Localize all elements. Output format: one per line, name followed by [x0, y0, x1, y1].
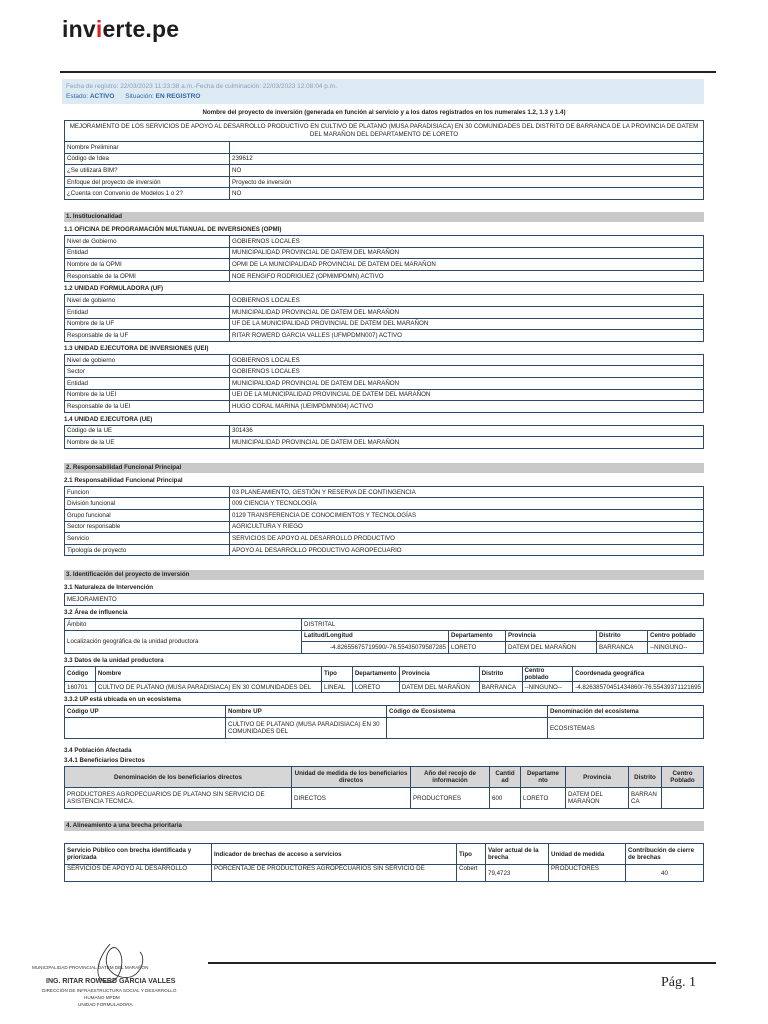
project-field-value: Proyecto de inversión — [230, 176, 704, 188]
uf-field-label: Nombre de la UF — [65, 318, 230, 330]
resp-field-row — [65, 498, 704, 510]
ben-h-qty: Cantid ad — [490, 767, 521, 788]
up-title: 3.3 Datos de la unidad productora — [64, 656, 164, 664]
header-rule — [60, 71, 716, 73]
estado-value: ACTIVO — [89, 92, 115, 100]
uf-field-value: MUNICIPALIDAD PROVINCIAL DE DATEM DEL MARAÑON — [230, 306, 704, 318]
project-field-value: 239612 — [230, 153, 704, 165]
resp-field-value: 03 PLANEAMIENTO, GESTIÓN Y RESERVA DE CONTINGENCIA — [230, 486, 704, 498]
brecha-h-contrib: Contribución de cierre de brechas — [626, 844, 704, 865]
uf-field-row — [65, 306, 704, 318]
up-h-prov: Provincia — [399, 666, 479, 681]
ben-cell-2: PRODUCTORES — [411, 788, 490, 809]
project-table — [64, 120, 704, 200]
opmi-field-label: Entidad — [65, 247, 230, 259]
resp-field-label: Funcion — [65, 486, 230, 498]
official-stamp — [28, 938, 188, 1018]
resp-field-label: División funcional — [65, 498, 230, 510]
uf-field-label: Nivel de gobierno — [65, 295, 230, 307]
ben-cell-6: BARRAN CA — [629, 788, 662, 809]
project-name: MEJORAMIENTO DE LOS SERVICIOS DE APOYO AL DESARROLLO PRODUCTIVO EN CULTIVO DE PLATANO (MUSA PARADISIACA) EN 30 COMUNIDADES DEL DISTRITO DE BARRANCA DE LA PROVINCIA DE DATEM DEL MARAÑON DEL DEPARTAMENTO DE LORETO — [65, 121, 704, 142]
resp-field-row — [65, 486, 704, 498]
opmi-field-row — [65, 270, 704, 282]
brecha-indicator: PORCENTAJE DE PRODUCTORES AGROPECUARIOS SIN SERVICIO DE — [212, 865, 457, 882]
project-field-label: Nombre Preliminar — [65, 142, 230, 154]
up-cell-3: LORETO — [352, 681, 399, 693]
loc-dist: BARRANCA — [597, 642, 648, 654]
eco-denom: ECOSISTEMAS — [548, 718, 704, 739]
uei-field-value: GOBIERNOS LOCALES — [230, 366, 704, 378]
ben-h-prov: Provincia — [566, 767, 629, 788]
brecha-h-service: Servicio Público con brecha identificada y priorizada — [65, 844, 212, 865]
ben-cell-1: DIRECTOS — [292, 788, 411, 809]
loc-h-dep: Departamento — [449, 630, 506, 642]
registry-dates: Fecha de registro: 22/03/2023 11:23:38 a.m.-Fecha de culminación: 22/03/2023 12:08:04 p.m. — [66, 83, 337, 90]
uf-field-value: UF DE LA MUNICIPALIDAD PROVINCIAL DE DATEM DEL MARAÑON — [230, 318, 704, 330]
uei-field-value: HUGO CORAL MARINA (UEIMPDMN004) ACTIVO — [230, 401, 704, 413]
up-h-code: Código — [65, 666, 96, 681]
up-cell-1: CULTIVO DE PLATANO (MUSA PARADISIACA) EN 30 COMUNIDADES DEL — [95, 681, 321, 693]
ben-cell-4: LORETO — [521, 788, 566, 809]
brecha-h-value: Valor actual de la brecha — [486, 844, 549, 865]
opmi-field-value: GOBIERNOS LOCALES — [230, 235, 704, 247]
eco-h-denom: Denominación del ecosistema — [548, 706, 704, 718]
ben-cell-7 — [662, 788, 704, 809]
estado-label: Estado: — [66, 92, 89, 100]
opmi-table — [64, 235, 704, 282]
up-cell-2: LINEAL — [321, 681, 352, 693]
brecha-h-indicator: Indicador de brechas de acceso a servicios — [212, 844, 457, 865]
uf-field-value: GOBIERNOS LOCALES — [230, 295, 704, 307]
ben-cell-5: DATEM DEL MARAÑON — [566, 788, 629, 809]
ue-field-value: 301436 — [230, 425, 704, 437]
loc-h-prov: Provincia — [506, 630, 597, 642]
loc-cp: --NINGUNO-- — [648, 642, 704, 654]
stamp-line-4: HUMANO MPDM — [84, 995, 120, 1000]
project-field-label: ¿Se utilizará BIM? — [65, 165, 230, 177]
opmi-field-label: Responsable de la OPMI — [65, 270, 230, 282]
nat-title: 3.1 Naturaleza de Intervención — [64, 584, 154, 592]
project-field-value: NO — [230, 165, 704, 177]
uf-field-value: RITAR ROWERD GARCIA VALLES (UFMPDMN007) ACTIVO — [230, 330, 704, 342]
project-field-label: Enfoque del proyecto de inversión — [65, 176, 230, 188]
stamp-line-2: ING. RITAR ROWERD GARCIA VALLES — [46, 978, 176, 985]
situacion-value: EN REGISTRO — [155, 92, 201, 100]
project-field-row — [65, 176, 704, 188]
up-cell-5: BARRANCA — [479, 681, 522, 693]
resp-field-value: APOYO AL DESARROLLO PRODUCTIVO AGROPECUARIO — [230, 544, 704, 556]
resp-field-value: AGRICULTURA Y RIEGO — [230, 521, 704, 533]
ben-h-year: Año del recojo de información — [411, 767, 490, 788]
up-h-coord: Coordenada geográfica — [573, 666, 704, 681]
opmi-field-label: Nombre de la OPMI — [65, 259, 230, 271]
project-caption: Nombre del proyecto de inversión (generada en función al servicio y a los datos registrados en los numerales 1.2, 1.3 y 1.4) — [202, 109, 566, 116]
up-h-name: Nombre — [95, 666, 321, 681]
uei-field-value: GOBIERNOS LOCALES — [230, 354, 704, 366]
resp-field-value: 009 CIENCIA Y TECNOLOGÍA — [230, 498, 704, 510]
brecha-type: Cobert — [457, 865, 486, 882]
loc-h-cp: Centro poblado — [648, 630, 704, 642]
ambito-value: DISTRITAL — [302, 619, 704, 631]
page-number: Pág. 1 — [661, 975, 696, 990]
project-field-row — [65, 153, 704, 165]
situacion-label: Situación: — [125, 92, 154, 100]
resp-title: 2.1 Responsabilidad Funcional Principal — [64, 476, 183, 484]
uei-table — [64, 354, 704, 413]
ambito-label: Ámbito — [65, 619, 302, 631]
resp-field-value: SERVICIOS DE APOYO AL DESARROLLO PRODUCTIVO — [230, 533, 704, 545]
loc-prov: DATEM DEL MARAÑON — [506, 642, 597, 654]
up-cell-6: --NINGUNO-- — [522, 681, 573, 693]
ben-cell-3: 600 — [490, 788, 521, 809]
uf-field-row — [65, 330, 704, 342]
opmi-field-row — [65, 235, 704, 247]
resp-table — [64, 486, 704, 557]
invierte-logo: invierte.pe — [62, 16, 180, 42]
brecha-table — [64, 843, 704, 882]
ue-title: 1.4 UNIDAD EJECUTORA (UE) — [64, 415, 153, 423]
up-table — [64, 666, 704, 694]
eco-h-name: Nombre UP — [226, 706, 387, 718]
uei-field-row — [65, 389, 704, 401]
section-3-title: 3. Identificación del proyecto de inversión — [64, 570, 704, 580]
uf-field-row — [65, 318, 704, 330]
brecha-h-type: Tipo — [457, 844, 486, 865]
eco-h-ecocode: Código de Ecosistema — [387, 706, 548, 718]
pob-title: 3.4 Población Afectada — [64, 747, 132, 754]
uei-field-row — [65, 401, 704, 413]
uei-field-row — [65, 366, 704, 378]
section-1-title: 1. Institucionalidad — [64, 212, 704, 222]
uei-field-label: Nivel de gobierno — [65, 354, 230, 366]
uei-field-row — [65, 377, 704, 389]
opmi-field-value: NOE RENGIFO RODRIGUEZ (OPMIMPDMN) ACTIVO — [230, 270, 704, 282]
ue-field-label: Código de la UE — [65, 425, 230, 437]
project-field-label: ¿Cuenta con Convenio de Modelos 1 o 2? — [65, 188, 230, 200]
ue-table — [64, 425, 704, 449]
opmi-field-value: MUNICIPALIDAD PROVINCIAL DE DATEM DEL MARAÑON — [230, 247, 704, 259]
loc-h-latlon: Latitud/Longitud — [302, 630, 449, 642]
uei-field-value: MUNICIPALIDAD PROVINCIAL DE DATEM DEL MARAÑON — [230, 377, 704, 389]
up-cell-7: -4.82638570451434860/-76.55439371121695 — [573, 681, 704, 693]
up-h-type: Tipo — [321, 666, 352, 681]
uf-field-label: Responsable de la UF — [65, 330, 230, 342]
ben-h-unit: Unidad de medida de los beneficiarios directos — [292, 767, 411, 788]
ben-h-dist: Distrito — [629, 767, 662, 788]
signature-scribble — [98, 944, 143, 982]
opmi-field-label: Nivel de Gobierno — [65, 235, 230, 247]
uei-title: 1.3 UNIDAD EJECUTORA DE INVERSIONES (UEI) — [64, 344, 209, 352]
project-field-value: NO — [230, 188, 704, 200]
area-table — [64, 618, 704, 654]
up-h-dep: Departamento — [352, 666, 399, 681]
resp-field-row — [65, 544, 704, 556]
brecha-contrib: 40 — [626, 865, 704, 882]
eco-table — [64, 705, 704, 739]
section-4-title: 4. Alineamiento a una brecha prioritaria — [64, 821, 704, 831]
opmi-field-row — [65, 247, 704, 259]
opmi-title: 1.1 OFICINA DE PROGRAMACIÓN MULTIANUAL DE INVERSIONES (OPMI) — [64, 225, 282, 233]
resp-field-row — [65, 521, 704, 533]
section-2-title: 2. Responsabilidad Funcional Principal — [64, 463, 704, 473]
brecha-h-unit: Unidad de medida — [549, 844, 626, 865]
project-field-row — [65, 165, 704, 177]
eco-h-code: Código UP — [65, 706, 226, 718]
nat-value: MEJORAMIENTO — [65, 594, 704, 606]
loc-h-dist: Distrito — [597, 630, 648, 642]
stamp-line-5: UNIDAD FORMULADORA — [78, 1002, 133, 1007]
project-field-label: Código de Idea — [65, 153, 230, 165]
brecha-unit: PRODUCTORES — [549, 865, 626, 882]
uei-field-label: Nombre de la UEI — [65, 389, 230, 401]
resp-field-label: Tipología de proyecto — [65, 544, 230, 556]
project-field-value — [230, 142, 704, 154]
resp-field-label: Servicio — [65, 533, 230, 545]
stamp-line-3: DIRECCIÓN DE INFRAESTRUCTURA SOCIAL Y DESARROLLO — [42, 988, 177, 993]
uei-field-label: Sector — [65, 366, 230, 378]
ben-h-dep: Departame nto — [521, 767, 566, 788]
eco-title: 3.3.2 UP está ubicada en un ecosistema — [64, 696, 181, 704]
ben-h-denom: Denominación de los beneficiarios directos — [65, 767, 292, 788]
up-cell-4: DATEM DEL MARAÑON — [399, 681, 479, 693]
resp-field-value: 0129 TRANSFERENCIA DE CONOCIMIENTOS Y TECNOLOGÍAS — [230, 510, 704, 522]
footer-rule — [208, 962, 716, 964]
up-h-dist: Distrito — [479, 666, 522, 681]
opmi-field-row — [65, 259, 704, 271]
ue-field-row — [65, 437, 704, 449]
uei-field-row — [65, 354, 704, 366]
ben-title: 3.4.1 Beneficiarios Directos — [64, 757, 145, 764]
loc-latlon: -4.82655675719590/-76.55435079587285 — [302, 642, 449, 654]
eco-ecocode — [387, 718, 548, 739]
ue-field-value: MUNICIPALIDAD PROVINCIAL DE DATEM DEL MARAÑON — [230, 437, 704, 449]
ben-cell-0: PRODUCTORES AGROPECUARIOS DE PLATANO SIN SERVICIO DE ASISTENCIA TECNICA. — [65, 788, 292, 809]
loc-label: Localización geográfica de la unidad productora — [65, 630, 302, 653]
ue-field-label: Nombre de la UE — [65, 437, 230, 449]
project-field-row — [65, 142, 704, 154]
stamp-line-1: MUNICIPALIDAD PROVINCIAL DATEM DEL MARAÑON — [32, 965, 149, 970]
uei-field-label: Responsable de la UEI — [65, 401, 230, 413]
uf-field-row — [65, 295, 704, 307]
eco-code — [65, 718, 226, 739]
eco-name: CULTIVO DE PLATANO (MUSA PARADISIACA) EN 30 COMUNIDADES DEL — [226, 718, 387, 739]
opmi-field-value: OPMI DE LA MUNICIPALIDAD PROVINCIAL DE DATEM DEL MARAÑON — [230, 259, 704, 271]
loc-dep: LORETO — [449, 642, 506, 654]
brecha-service: SERVICIOS DE APOYO AL DESARROLLO — [65, 865, 212, 882]
resp-field-row — [65, 510, 704, 522]
uei-field-value: UEI DE LA MUNICIPALIDAD PROVINCIAL DE DATEM DEL MARAÑON — [230, 389, 704, 401]
ue-field-row — [65, 425, 704, 437]
up-cell-0: 160701 — [65, 681, 96, 693]
up-h-cp: Centro poblado — [522, 666, 573, 681]
resp-field-row — [65, 533, 704, 545]
registry-meta — [62, 79, 704, 104]
resp-field-label: Sector responsable — [65, 521, 230, 533]
uf-field-label: Entidad — [65, 306, 230, 318]
uf-title: 1.2 UNIDAD FORMULADORA (UF) — [64, 285, 164, 293]
nat-table — [64, 593, 704, 606]
document-body — [64, 108, 704, 882]
area-title: 3.2 Área de influencia — [64, 609, 128, 617]
ben-h-cp: Centro Poblado — [662, 767, 704, 788]
project-field-row — [65, 188, 704, 200]
brecha-value: 79,4723 — [486, 865, 549, 882]
ben-table — [64, 766, 704, 809]
resp-field-label: Grupo funcional — [65, 510, 230, 522]
uei-field-label: Entidad — [65, 377, 230, 389]
uf-table — [64, 294, 704, 341]
